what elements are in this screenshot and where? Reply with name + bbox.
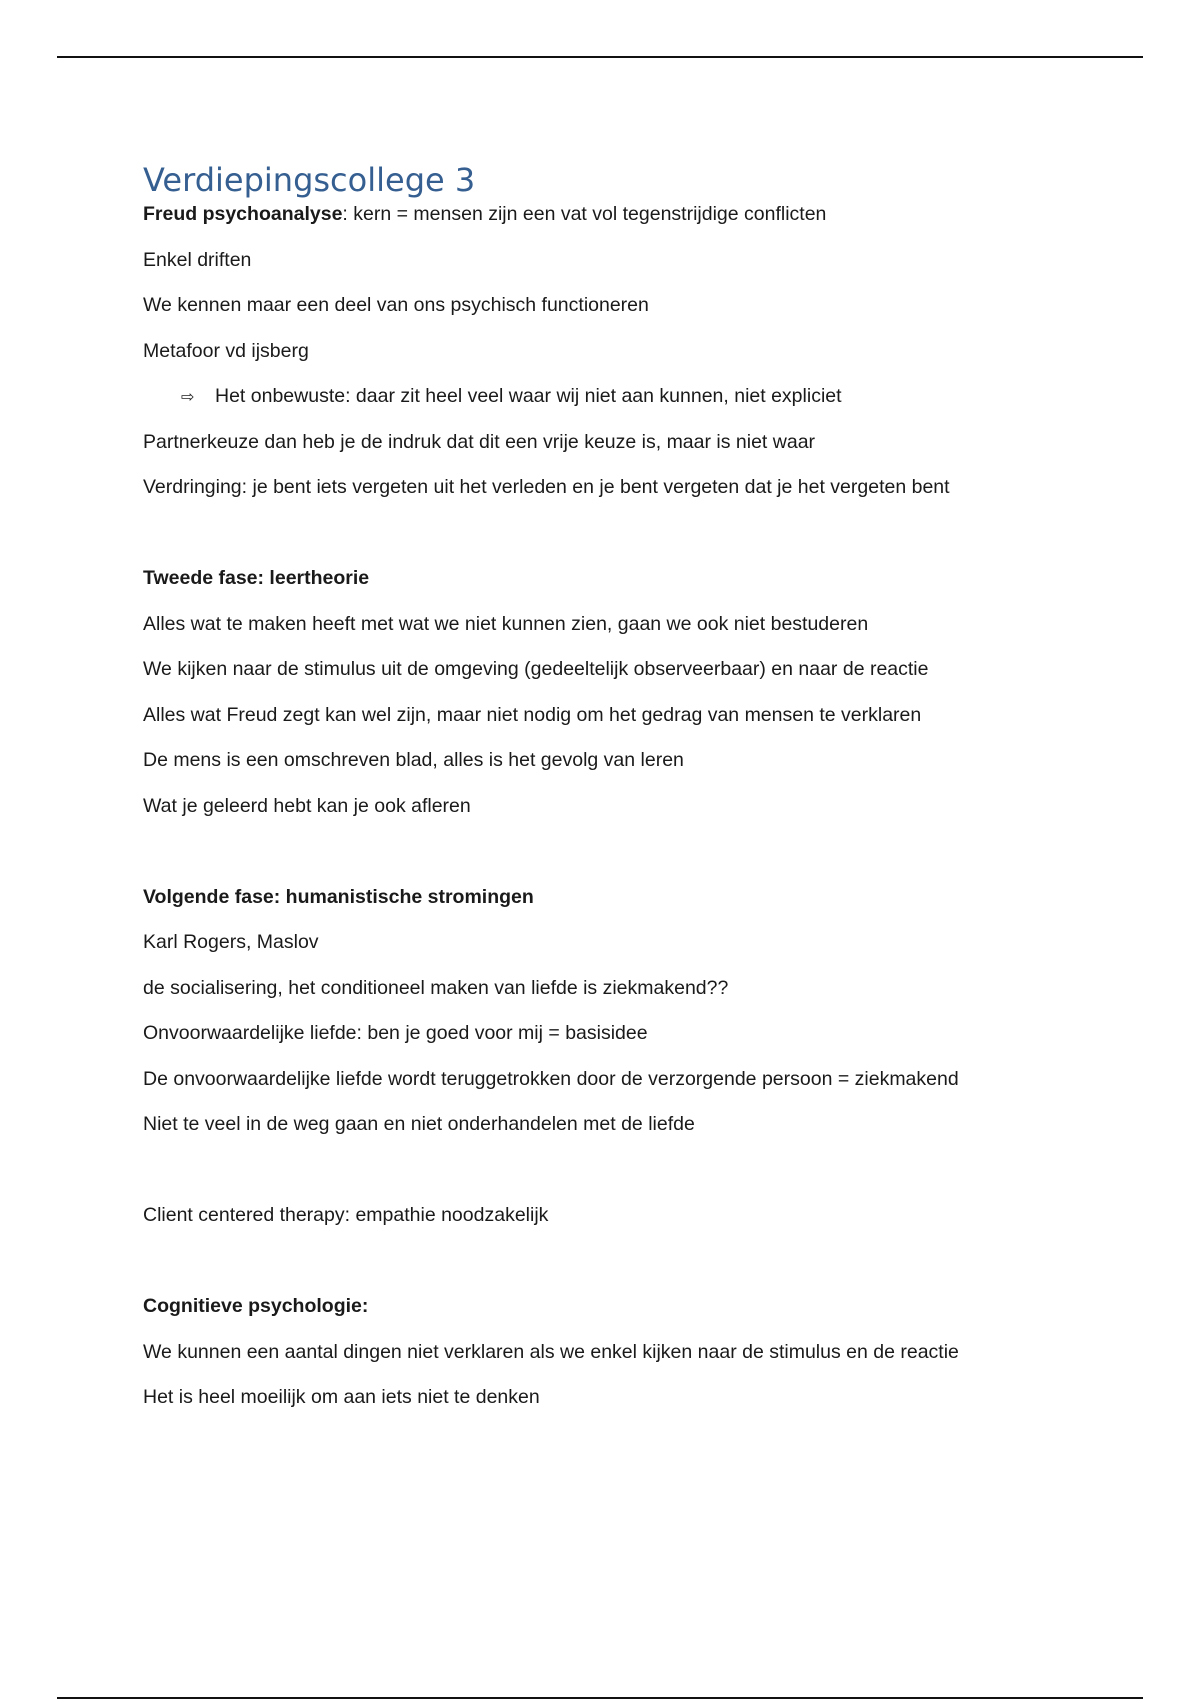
text-line: Wat je geleerd hebt kan je ook afleren [143, 794, 471, 817]
text-line: Metafoor vd ijsberg [143, 339, 309, 362]
arrow-item-text: Het onbewuste: daar zit heel veel waar wij niet aan kunnen, niet expliciet [215, 385, 842, 407]
text-line: Onvoorwaardelijke liefde: ben je goed voor mij = basisidee [143, 1022, 648, 1044]
text-line: Karl Rogers, Maslov [143, 931, 319, 953]
footer-rule [57, 1697, 1143, 1699]
text-line: Het is heel moeilijk om aan iets niet te denken [143, 1386, 540, 1408]
section-heading-leertheorie: Tweede fase: leertheorie [143, 567, 370, 589]
freud-lead-bold: Freud psychoanalyse [143, 203, 343, 225]
text-line: Partnerkeuze dan heb je de indruk dat dit een vrije keuze is, maar is niet waar [143, 430, 816, 453]
document-body [143, 160, 1143, 1409]
text-line: Verdringing: je bent iets vergeten uit het verleden en je bent vergeten dat je het vergeten bent [143, 476, 950, 498]
section-heading-cognitief: Cognitieve psychologie: [143, 1295, 369, 1317]
text-line: Alles wat Freud zegt kan wel zijn, maar niet nodig om het gedrag van mensen te verklaren [143, 703, 922, 726]
right-arrow-outline-icon: ⇨ [181, 389, 195, 406]
section-heading-humanistisch: Volgende fase: humanistische stromingen [143, 885, 534, 908]
freud-lead-rest: : kern = mensen zijn een vat vol tegenstrijdige conflicten [342, 203, 827, 225]
text-line: We kennen maar een deel van ons psychisch functioneren [143, 294, 649, 316]
text-line: Alles wat te maken heeft met wat we niet kunnen zien, gaan we ook niet bestuderen [143, 612, 869, 635]
arrow-list-item [143, 384, 1143, 408]
text-line: Enkel driften [143, 248, 252, 271]
text-line: Client centered therapy: empathie noodzakelijk [143, 1204, 549, 1226]
header-rule [57, 56, 1143, 58]
text-line: We kijken naar de stimulus uit de omgeving (gedeeltelijk observeerbaar) en naar de reactie [143, 658, 929, 680]
text-line: De onvoorwaardelijke liefde wordt teruggetrokken door de verzorgende persoon = ziekmakend [143, 1067, 959, 1090]
text-line: De mens is een omschreven blad, alles is het gevolg van leren [143, 749, 684, 771]
freud-lead-line [143, 202, 1143, 226]
text-line: We kunnen een aantal dingen niet verklaren als we enkel kijken naar de stimulus en de reactie [143, 1340, 959, 1363]
text-line: de socialisering, het conditioneel maken van liefde is ziekmakend?? [143, 976, 729, 999]
text-line: Niet te veel in de weg gaan en niet onderhandelen met de liefde [143, 1113, 695, 1135]
document-title: Verdiepingscollege 3 [143, 161, 476, 199]
